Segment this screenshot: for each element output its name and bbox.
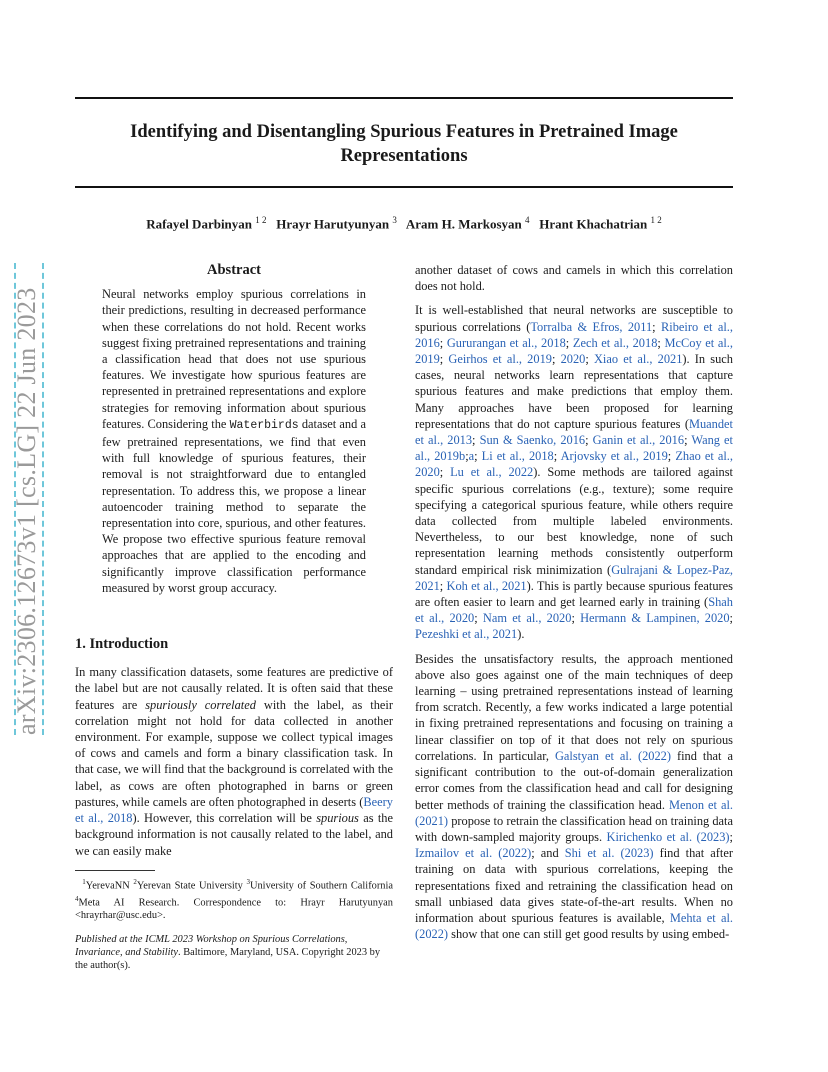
citation-link[interactable]: Pezeshki et al., 2021 xyxy=(415,627,518,642)
paragraph-text: ; xyxy=(585,352,594,367)
paragraph-text: ; xyxy=(551,352,561,367)
paragraph-text: ; xyxy=(439,465,451,480)
publication-note: Published at the ICML 2023 Workshop on Spurious Correlations, Invariance, and Stability. Baltimore, Maryland, USA. Copyright 2023 by the author(s). xyxy=(75,934,381,972)
citation-link[interactable]: Koh et al., 2021 xyxy=(446,578,527,593)
section-heading-introduction: 1. Introduction xyxy=(75,636,169,653)
paragraph-text: ; xyxy=(729,829,733,844)
paper-title: Identifying and Disentangling Spurious Features in Pretrained Image Representations xyxy=(130,122,678,166)
citation-link[interactable]: Arjovsky et al., 2019 xyxy=(560,449,668,464)
author-affiliation: 3 xyxy=(392,215,397,225)
paragraph-text: ; xyxy=(439,578,447,593)
citation-link[interactable]: Muandet et al., 2013 xyxy=(415,416,733,448)
arxiv-stamp: arXiv:2306.12673v1 [cs.LG] 22 Jun 2023 xyxy=(12,287,41,735)
related-work-paragraph xyxy=(415,302,733,642)
citation-link[interactable]: Wang et al., 2019b xyxy=(415,433,733,464)
citation-link[interactable]: Sun & Saenko, 2016 xyxy=(479,433,586,448)
citation-link[interactable]: Ganin et al., 2016 xyxy=(592,433,685,448)
paragraph: another dataset of cows and camels in which this correlation does not hold. xyxy=(415,263,733,294)
citation-link[interactable]: Shah et al., 2020 xyxy=(415,595,733,626)
author-affiliation: 4 xyxy=(525,215,530,225)
dataset-name: Waterbirds xyxy=(229,418,299,432)
citation-link[interactable]: Shi et al. (2023) xyxy=(564,846,654,861)
paragraph-text: ; xyxy=(652,319,661,334)
author-name: Aram H. Markosyan xyxy=(405,216,522,232)
citation-link[interactable]: 2020 xyxy=(560,352,586,367)
citation-link[interactable]: Gururangan et al., 2018 xyxy=(446,335,566,350)
author-name: Hrant Khachatrian xyxy=(539,216,648,232)
citation-link[interactable]: Li et al., 2018 xyxy=(481,449,554,464)
intro-paragraph: In many classification datasets, some features are predictive of the label but are not causally related. It is often said that these features are spuriously correlated with the label, as their correlation might not hold for data collected in another environment. For example, suppose we collect typical images of cows and camels and form a binary classification task. In that case, we will find that the background is correlated with the label, as cows are often photographed in barns or green pastures, while camels are often photographed in deserts (Beery et al., 2018). However, this correlation will be spurious as the background information is not causally related to the label, and we can easily make xyxy=(75,665,394,858)
citation-link[interactable]: Beery et al., 2018 xyxy=(75,794,393,826)
title-rule-top xyxy=(75,97,733,99)
paragraph-text: ; xyxy=(729,611,733,626)
citation-link[interactable]: Ribeiro et al., 2016 xyxy=(415,319,733,350)
paragraph-text: ). This is partly because spurious features are often easier to learn and get learned early in training ( xyxy=(415,578,734,610)
citation-link[interactable]: Nam et al., 2020 xyxy=(482,611,572,626)
author-name: Hrayr Harutyunyan xyxy=(276,216,390,232)
paragraph-text: ). xyxy=(517,627,525,642)
paragraph-text: show that one can still get good results by using embed- xyxy=(448,927,730,942)
paragraph-text: propose to retrain the classification head on training data with down-sampled majority groups. xyxy=(415,813,733,844)
right-column xyxy=(415,262,733,950)
paragraph-text: ; xyxy=(474,611,483,626)
citation-link[interactable]: McCoy et al., 2019 xyxy=(415,335,733,367)
author-name: Rafayel Darbinyan xyxy=(146,216,253,232)
citation-link[interactable]: Mehta et al. (2022) xyxy=(415,910,733,942)
title-rule-bottom xyxy=(75,186,733,188)
author-affiliation: 1 2 xyxy=(255,215,267,225)
citation-link[interactable]: Menon et al. (2021) xyxy=(415,797,734,828)
citation-link[interactable]: a xyxy=(468,449,475,464)
affiliation-footnote: $^1$YerevaNN $^2$Yerevan State University $^3$University of Southern California $^4$Meta AI Research. Correspondence to: Hrayr Harutyunyan <hrayrhar@usc.edu>. xyxy=(75,878,394,922)
citation-link[interactable]: Geirhos et al., 2019 xyxy=(448,352,552,367)
abstract-heading: Abstract xyxy=(207,262,261,278)
paragraph-text: ). In such cases, neural networks learn representations that capture spurious features and make predictions that employ them. Many approaches have been proposed for learning representations that do not capture spurious features ( xyxy=(415,352,733,431)
citation-link[interactable]: Xiao et al., 2021 xyxy=(593,352,683,367)
citation-link[interactable]: Galstyan et al. (2022) xyxy=(554,748,671,763)
citation-link[interactable]: Hermann & Lampinen, 2020 xyxy=(580,611,730,626)
author-affiliation: 1 2 xyxy=(650,215,662,225)
paragraph-text: ; xyxy=(553,449,561,464)
paragraph-text: ). Some methods are tailored against specific spurious correlations (e.g., texture); some require specifying a categorical spurious feature, while others require data collected from multiple labeled environments. Nevertheless, to our best knowledge, none of such representation learning methods consistently outperform standard empirical risk minimization ( xyxy=(415,465,733,577)
paragraph-text: ; xyxy=(657,335,665,350)
citation-link[interactable]: Zhao et al., 2020 xyxy=(415,449,733,480)
footnote-rule xyxy=(75,870,155,871)
paragraph-text: ; xyxy=(439,335,447,350)
pretrained-representations-paragraph xyxy=(415,651,733,943)
citation-link[interactable]: Zech et al., 2018 xyxy=(572,335,658,350)
paragraph-text: It is well-established that neural networks are susceptible to spurious correlations ( xyxy=(415,303,733,334)
paragraph-text: ; xyxy=(684,433,692,448)
citation-link[interactable]: Torralba & Efros, 2011 xyxy=(530,319,653,334)
paragraph-text: ; xyxy=(465,449,469,464)
paragraph-text: ; xyxy=(472,433,480,448)
citation-link[interactable]: Izmailov et al. (2022) xyxy=(415,846,532,861)
paragraph-text: ; xyxy=(565,335,573,350)
citation-link[interactable]: Lu et al., 2022 xyxy=(450,465,534,480)
paragraph-text: ; and xyxy=(531,846,565,861)
paragraph-text: ; xyxy=(667,449,676,464)
paragraph-text: ; xyxy=(571,611,581,626)
paragraph-text: find that after training on data with spurious correlations, keeping the representations fixed and retraining the classification head on small unbiased data gives state-of-the-art results. When no information about spurious features is available, xyxy=(415,846,733,925)
abstract-body: Neural networks employ spurious correlations in their predictions, resulting in decreased performance when these correlations do not hold. Recent works suggest fixing pretrained representations and training a classification head that does not use spurious features. We investigate how spurious features are represented in pretrained representations and explore strategies for removing information about spurious features. Considering the Waterbirds dataset and a few pretrained representations, we find that even with full knowledge of spurious features, their removal is not straightforward due to entangled representation. To address this, we propose a linear autoencoder training method to separate the representation into core, spurious, and other features. We propose two effective spurious feature removal approaches that are applied to the encoding and significantly improve classification performance measured by worst group accuracy. xyxy=(102,287,366,595)
citation-link[interactable]: Gulrajani & Lopez-Paz, 2021 xyxy=(415,562,734,593)
paragraph-text: ; xyxy=(585,433,593,448)
paragraph-text: Besides the unsatisfactory results, the approach mentioned above also goes against one of the main techniques of deep learning – using pretrained representations instead of learning from scratch. Recently, a few works indicated a large potential in fixing pretrained representations and focusing on training a linear classifier on top of it that does not rely on spurious correlations. In particular, xyxy=(415,651,733,763)
author-list xyxy=(75,215,733,232)
citation-link[interactable]: Kirichenko et al. (2023) xyxy=(606,829,730,844)
paragraph-text: ; xyxy=(439,352,449,367)
left-column xyxy=(75,262,393,867)
paragraph-text: ; xyxy=(474,449,482,464)
paragraph-text: find that a significant contribution to the out-of-domain generalization error comes from the classification head and call for designing better methods of training the classification head. xyxy=(415,748,733,812)
